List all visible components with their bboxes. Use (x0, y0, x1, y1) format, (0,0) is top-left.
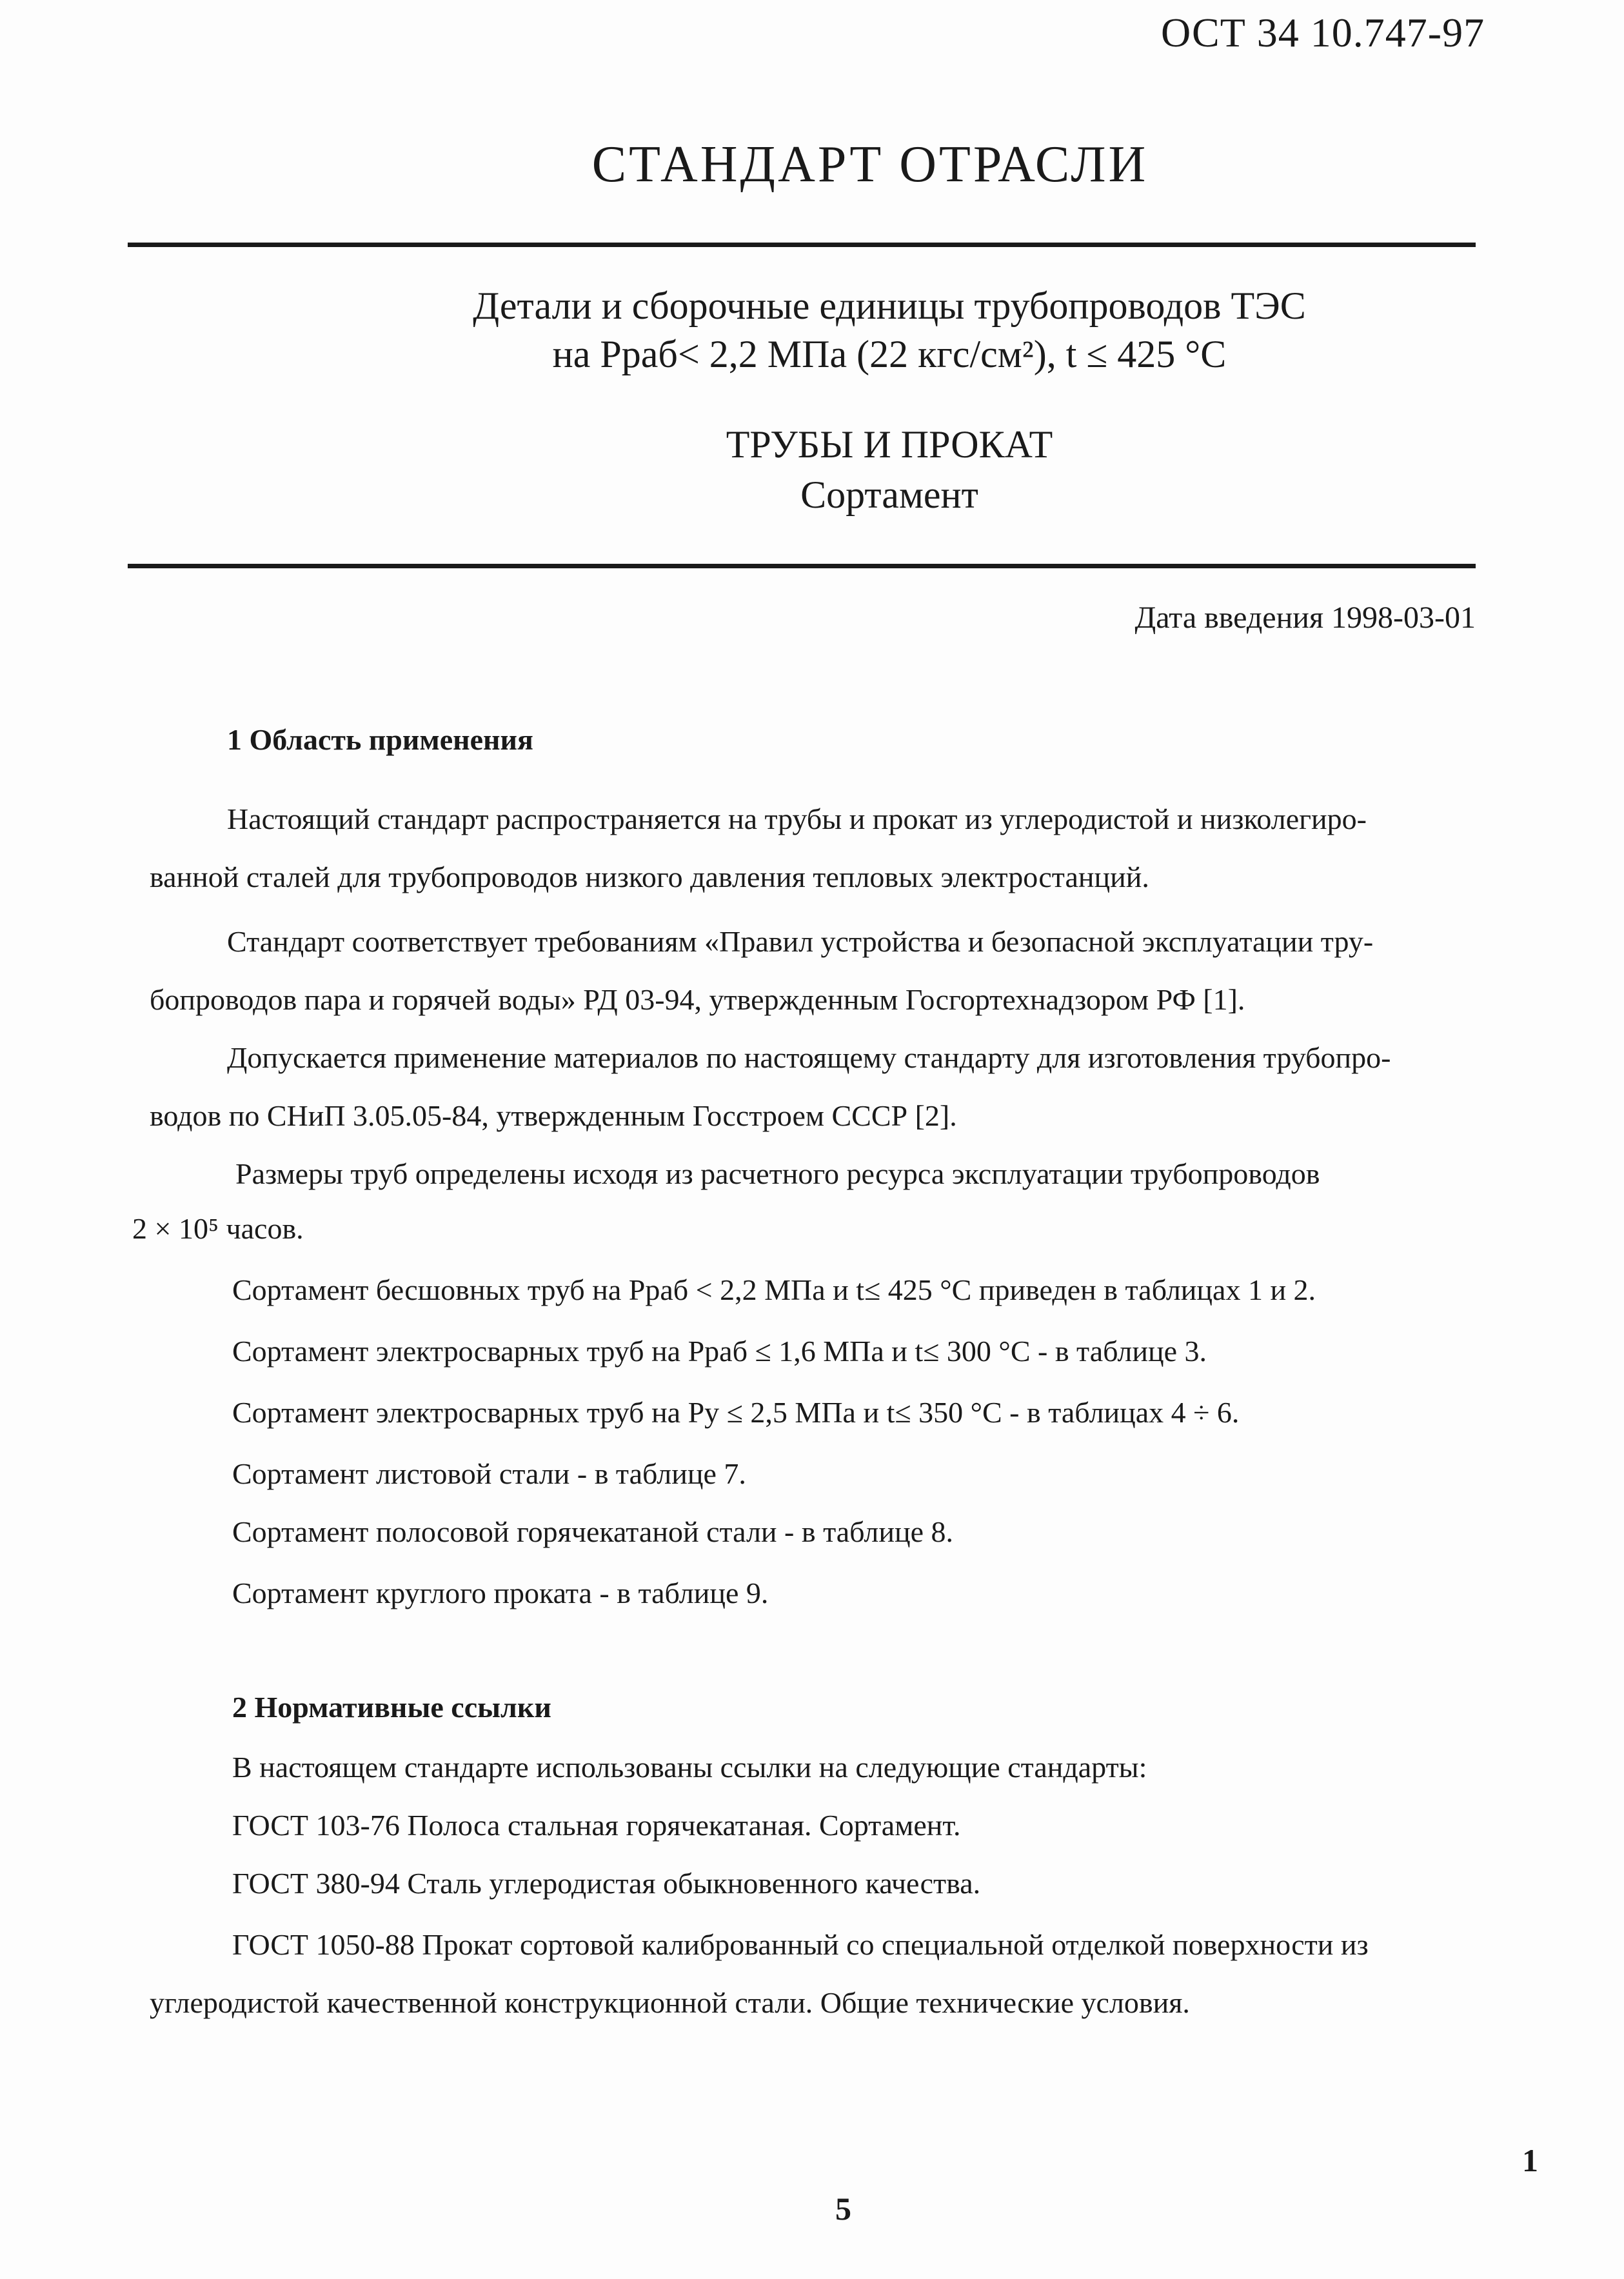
paragraph-line: Сортамент электросварных труб на Рраб ≤ 1,6 МПа и t≤ 300 °С - в таблице 3. (232, 1335, 1207, 1368)
bottom-divider (128, 564, 1476, 568)
paragraph-line: Сортамент электросварных труб на Ру ≤ 2,5 МПа и t≤ 350 °С - в таблицах 4 ÷ 6. (232, 1396, 1240, 1429)
paragraph-line: Сортамент бесшовных труб на Рраб < 2,2 МПа и t≤ 425 °С приведен в таблицах 1 и 2. (232, 1273, 1316, 1306)
page-number-right: 1 (1522, 2142, 1538, 2178)
date-introduced: Дата введения 1998-03-01 (1134, 601, 1476, 635)
paragraph-line: Размеры труб определены исходя из расчетного ресурса эксплуатации трубопроводов (235, 1157, 1320, 1190)
paragraph-line: Сортамент листовой стали - в таблице 7. (232, 1457, 746, 1490)
paragraph-line: В настоящем стандарте использованы ссылки на следующие стандарты: (232, 1751, 1147, 1784)
paragraph-line: водов по СНиП 3.05.05-84, утвержденным Госстроем СССР [2]. (150, 1099, 957, 1132)
subject-line-4: Сортамент (800, 473, 978, 516)
paragraph-line: Допускается применение материалов по настоящему стандарту для изготовления трубопро- (227, 1041, 1391, 1074)
paragraph-line: Сортамент полосовой горячекатаной стали - в таблице 8. (232, 1515, 954, 1548)
standard-title: СТАНДАРТ ОТРАСЛИ (591, 136, 1149, 193)
paragraph-line: 2 × 10⁵ часов. (132, 1212, 304, 1245)
paragraph-line: бопроводов пара и горячей воды» РД 03-94, утвержденным Госгортехнадзором РФ [1]. (150, 983, 1245, 1016)
paragraph-line: Сортамент круглого проката - в таблице 9. (232, 1577, 769, 1609)
subject-line-1: Детали и сборочные единицы трубопроводов ТЭС (473, 284, 1306, 327)
top-divider (128, 243, 1476, 247)
subject-line-3: ТРУБЫ И ПРОКАТ (726, 423, 1053, 466)
paragraph-line: ванной сталей для трубопроводов низкого давления тепловых электростанций. (150, 861, 1149, 893)
paragraph-line: углеродистой качественной конструкционной стали. Общие технические условия. (150, 1986, 1190, 2019)
section-1-heading: 1 Область применения (227, 723, 533, 756)
paragraph-line: Стандарт соответствует требованиям «Правил устройства и безопасной эксплуатации тру- (227, 925, 1374, 958)
document-code: ОСТ 34 10.747-97 (1161, 10, 1485, 55)
paragraph-line: ГОСТ 380-94 Сталь углеродистая обыкновенного качества. (232, 1867, 981, 1900)
subject-line-2: на Рраб< 2,2 МПа (22 кгс/см²), t ≤ 425 °С (552, 333, 1227, 375)
page-number-bottom: 5 (835, 2191, 851, 2227)
section-2-heading: 2 Нормативные ссылки (232, 1691, 551, 1724)
paragraph-line: Настоящий стандарт распространяется на трубы и прокат из углеродистой и низколегиро- (227, 802, 1367, 835)
paragraph-line: ГОСТ 1050-88 Прокат сортовой калиброванный со специальной отделкой поверхности из (232, 1928, 1369, 1961)
paragraph-line: ГОСТ 103-76 Полоса стальная горячекатаная. Сортамент. (232, 1809, 961, 1842)
